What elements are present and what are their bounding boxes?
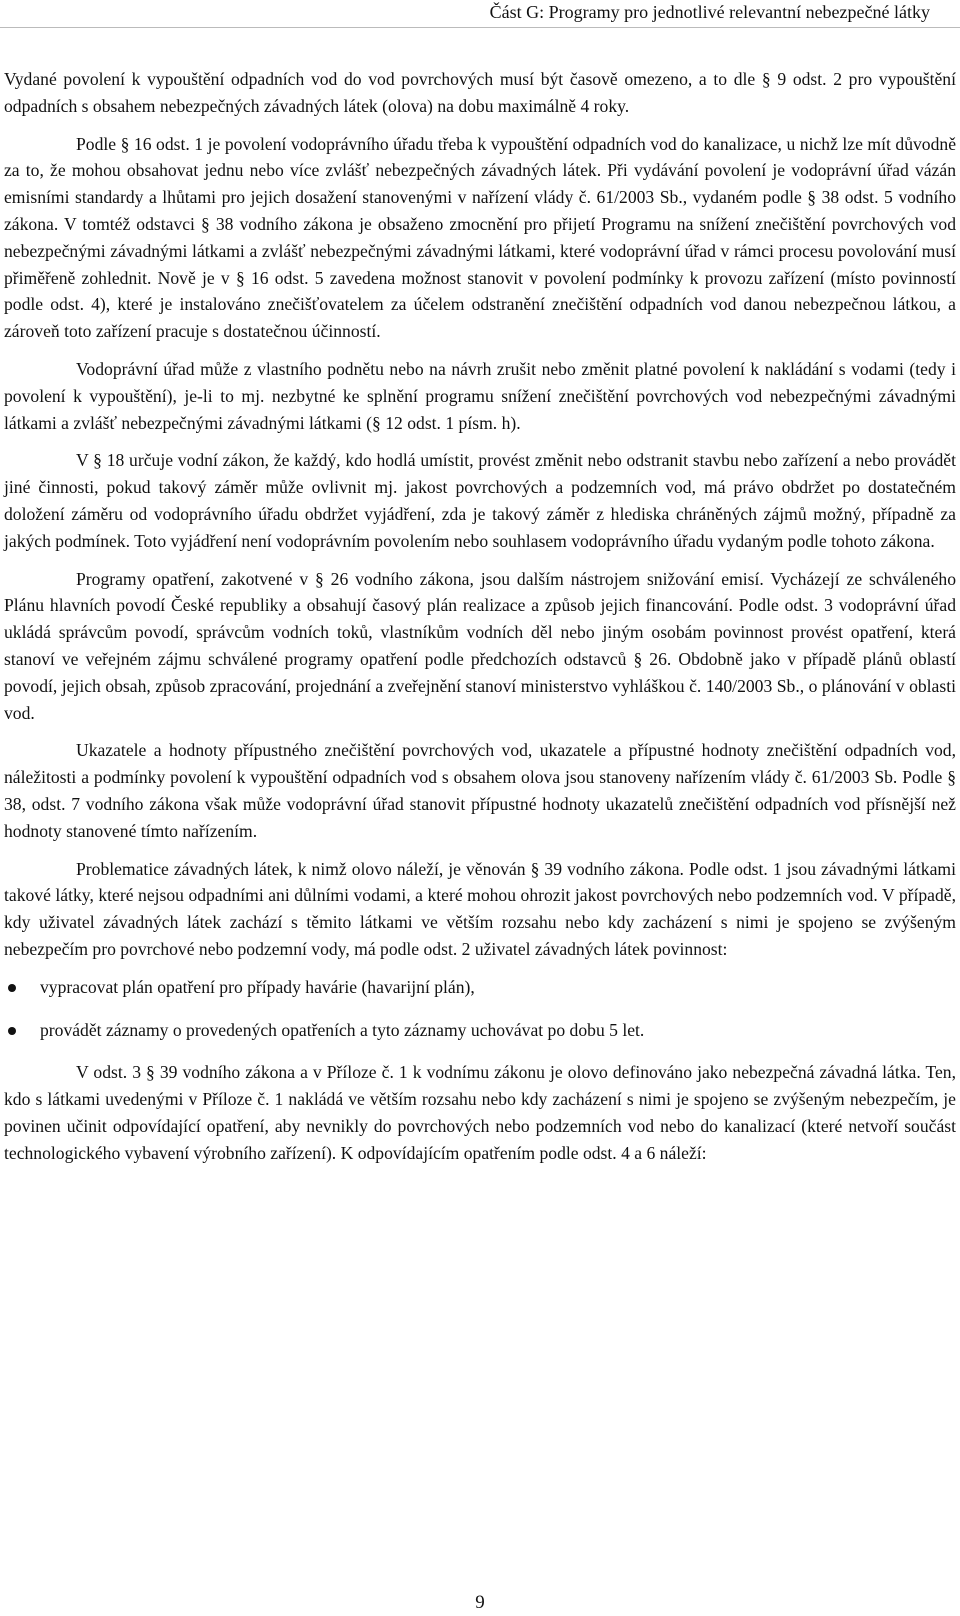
list-item	[4, 1017, 956, 1044]
list-item	[4, 974, 956, 1001]
paragraph-hazardous-substances: Problematice závadných látek, k nimž olovo náleží, je věnován § 39 vodního zákona. Podle odst. 1 jsou závadnými látkami takové látky, které nejsou odpadními ani důlními vodami, a které mohou ohrozit jakost povrchových nebo podzemních vod. V případě, kdy uživatel závadných látek zachází s těmito látkami ve větším rozsahu nebo kdy zacházení s nimi je spojeno se zvýšeným nebezpečím pro povrchové nebo podzemní vody, má podle odst. 2 uživatel závadných látek povinnost:	[4, 858, 956, 959]
header-rule	[0, 27, 960, 28]
list-item-text: vypracovat plán opatření pro případy havárie (havarijní plán),	[40, 976, 475, 997]
list-item-text: provádět záznamy o provedených opatřeních a tyto záznamy uchovávat po dobu 5 let.	[40, 1019, 645, 1040]
paragraph-permit-duration: Vydané povolení k vypouštění odpadních vod do vod povrchových musí být časově omezeno, a to dle § 9 odst. 2 pro vypouštění odpadních s obsahem nebezpečných závadných látek (olova) na dobu maximálně 4 roky.	[4, 69, 956, 116]
running-header: Část G: Programy pro jednotlivé relevantní nebezpečné látky	[489, 2, 930, 22]
bullet-icon	[8, 1027, 16, 1035]
paragraph-programmes: Programy opatření, zakotvené v § 26 vodního zákona, jsou dalším nástrojem snižování emisí. Vycházejí ze schváleného Plánu hlavních povodí České republiky a obsahují časový plán realizace a způsob jejich financování. Podle odst. 3 vodoprávní úřad ukládá správcům povodí, správcům vodních toků, vlastníkům vodních děl nebo jiným osobám povinnost provést opatření, která stanoví ve veřejném zájmu schválené programy opatření podle předchozích odstavců § 26. Obdobně jako v případě plánů oblastí povodí, jejich obsah, způsob zpracování, projednání a zveřejnění stanoví ministerstvo vyhláškou č. 140/2003 Sb., o plánování v oblasti vod.	[4, 568, 956, 723]
paragraph-permit-revocation: Vodoprávní úřad může z vlastního podnětu nebo na návrh zrušit nebo změnit platné povolení k nakládání s vodami (tedy i povolení k vypouštění), je-li to mj. nezbytné ke splnění programu snížení znečištění povrchových vod nebezpečnými závadnými látkami a zvlášť nebezpečnými závadnými látkami (§ 12 odst. 1 písm. h).	[4, 358, 956, 433]
paragraph-lead-definition: V odst. 3 § 39 vodního zákona a v Příloze č. 1 k vodnímu zákonu je olovo definováno jako nebezpečná závadná látka. Ten, kdo s látkami uvedenými v Příloze č. 1 nakládá ve větším rozsahu nebo kdy zacházení s nimi je spojeno se zvýšeným nebezpečím, je povinen učinit odpovídající opatření, aby nevnikly do povrchových nebo podzemních vod nebo do kanalizací (které netvoří součást technologického vybavení výrobního zařízení). K odpovídajícím opatřením podle odst. 4 a 6 náleží:	[4, 1062, 956, 1163]
bullet-icon	[8, 984, 16, 992]
paragraph-indicators: Ukazatele a hodnoty přípustného znečištění povrchových vod, ukazatele a přípustné hodnoty znečištění odpadních vod, náležitosti a podmínky povolení k vypouštění odpadních vod s obsahem olova jsou stanoveny nařízením vlády č. 61/2003 Sb. Podle § 38, odst. 7 vodního zákona však může vodoprávní úřad stanovit přípustné hodnoty ukazatelů znečištění odpadních vod přísnější než hodnoty stanovené tímto nařízením.	[4, 740, 956, 841]
paragraph-opinion: V § 18 určuje vodní zákon, že každý, kdo hodlá umístit, provést změnit nebo odstranit stavbu nebo zařízení a nebo provádět jiné činnosti, pokud takový záměr může ovlivnit mj. jakost povrchových a podzemních vod, má právo obdržet po dostatečném doložení záměru od vodoprávního úřadu obdržet vyjádření, zda je takový záměr z hlediska chráněných zájmů možný, případně za jakých podmínek. Toto vyjádření není vodoprávním povolením nebo souhlasem vodoprávního úřadu vydaným podle tohoto zákona.	[4, 450, 956, 551]
obligations-list	[4, 974, 956, 1044]
page-number: 9	[475, 1592, 485, 1613]
document-body	[4, 66, 956, 1177]
paragraph-sewer-permit: Podle § 16 odst. 1 je povolení vodoprávního úřadu třeba k vypouštění odpadních vod do kanalizace, u nichž lze mít důvodně za to, že mohou obsahovat jednu nebo více zvlášť nebezpečných závadných látek. Při vydávání povolení je vodoprávní úřad vázán emisními standardy a lhůtami pro jejich dosažení stanovenými v nařízení vlády č. 61/2003 Sb., vydaném podle § 38 odst. 5 vodního zákona. V tomtéž odstavci § 38 vodního zákona je obsaženo zmocnění pro přijetí Programu na snížení znečištění povrchových vod nebezpečnými závadnými látkami a zvlášť nebezpečnými závadnými látkami, které vodoprávní úřad v rámci procesu povolování musí přiměřeně zohlednit. Nově je v § 16 odst. 5 zavedena možnost stanovit v povolení podmínky k provozu zařízení (místo povinností podle odst. 4), které je instalováno znečišťovatelem za účelem odstranění znečištění odpadních vod danou nebezpečnou látkou, a zároveň toto zařízení pracuje s dostatečnou účinností.	[4, 133, 956, 342]
